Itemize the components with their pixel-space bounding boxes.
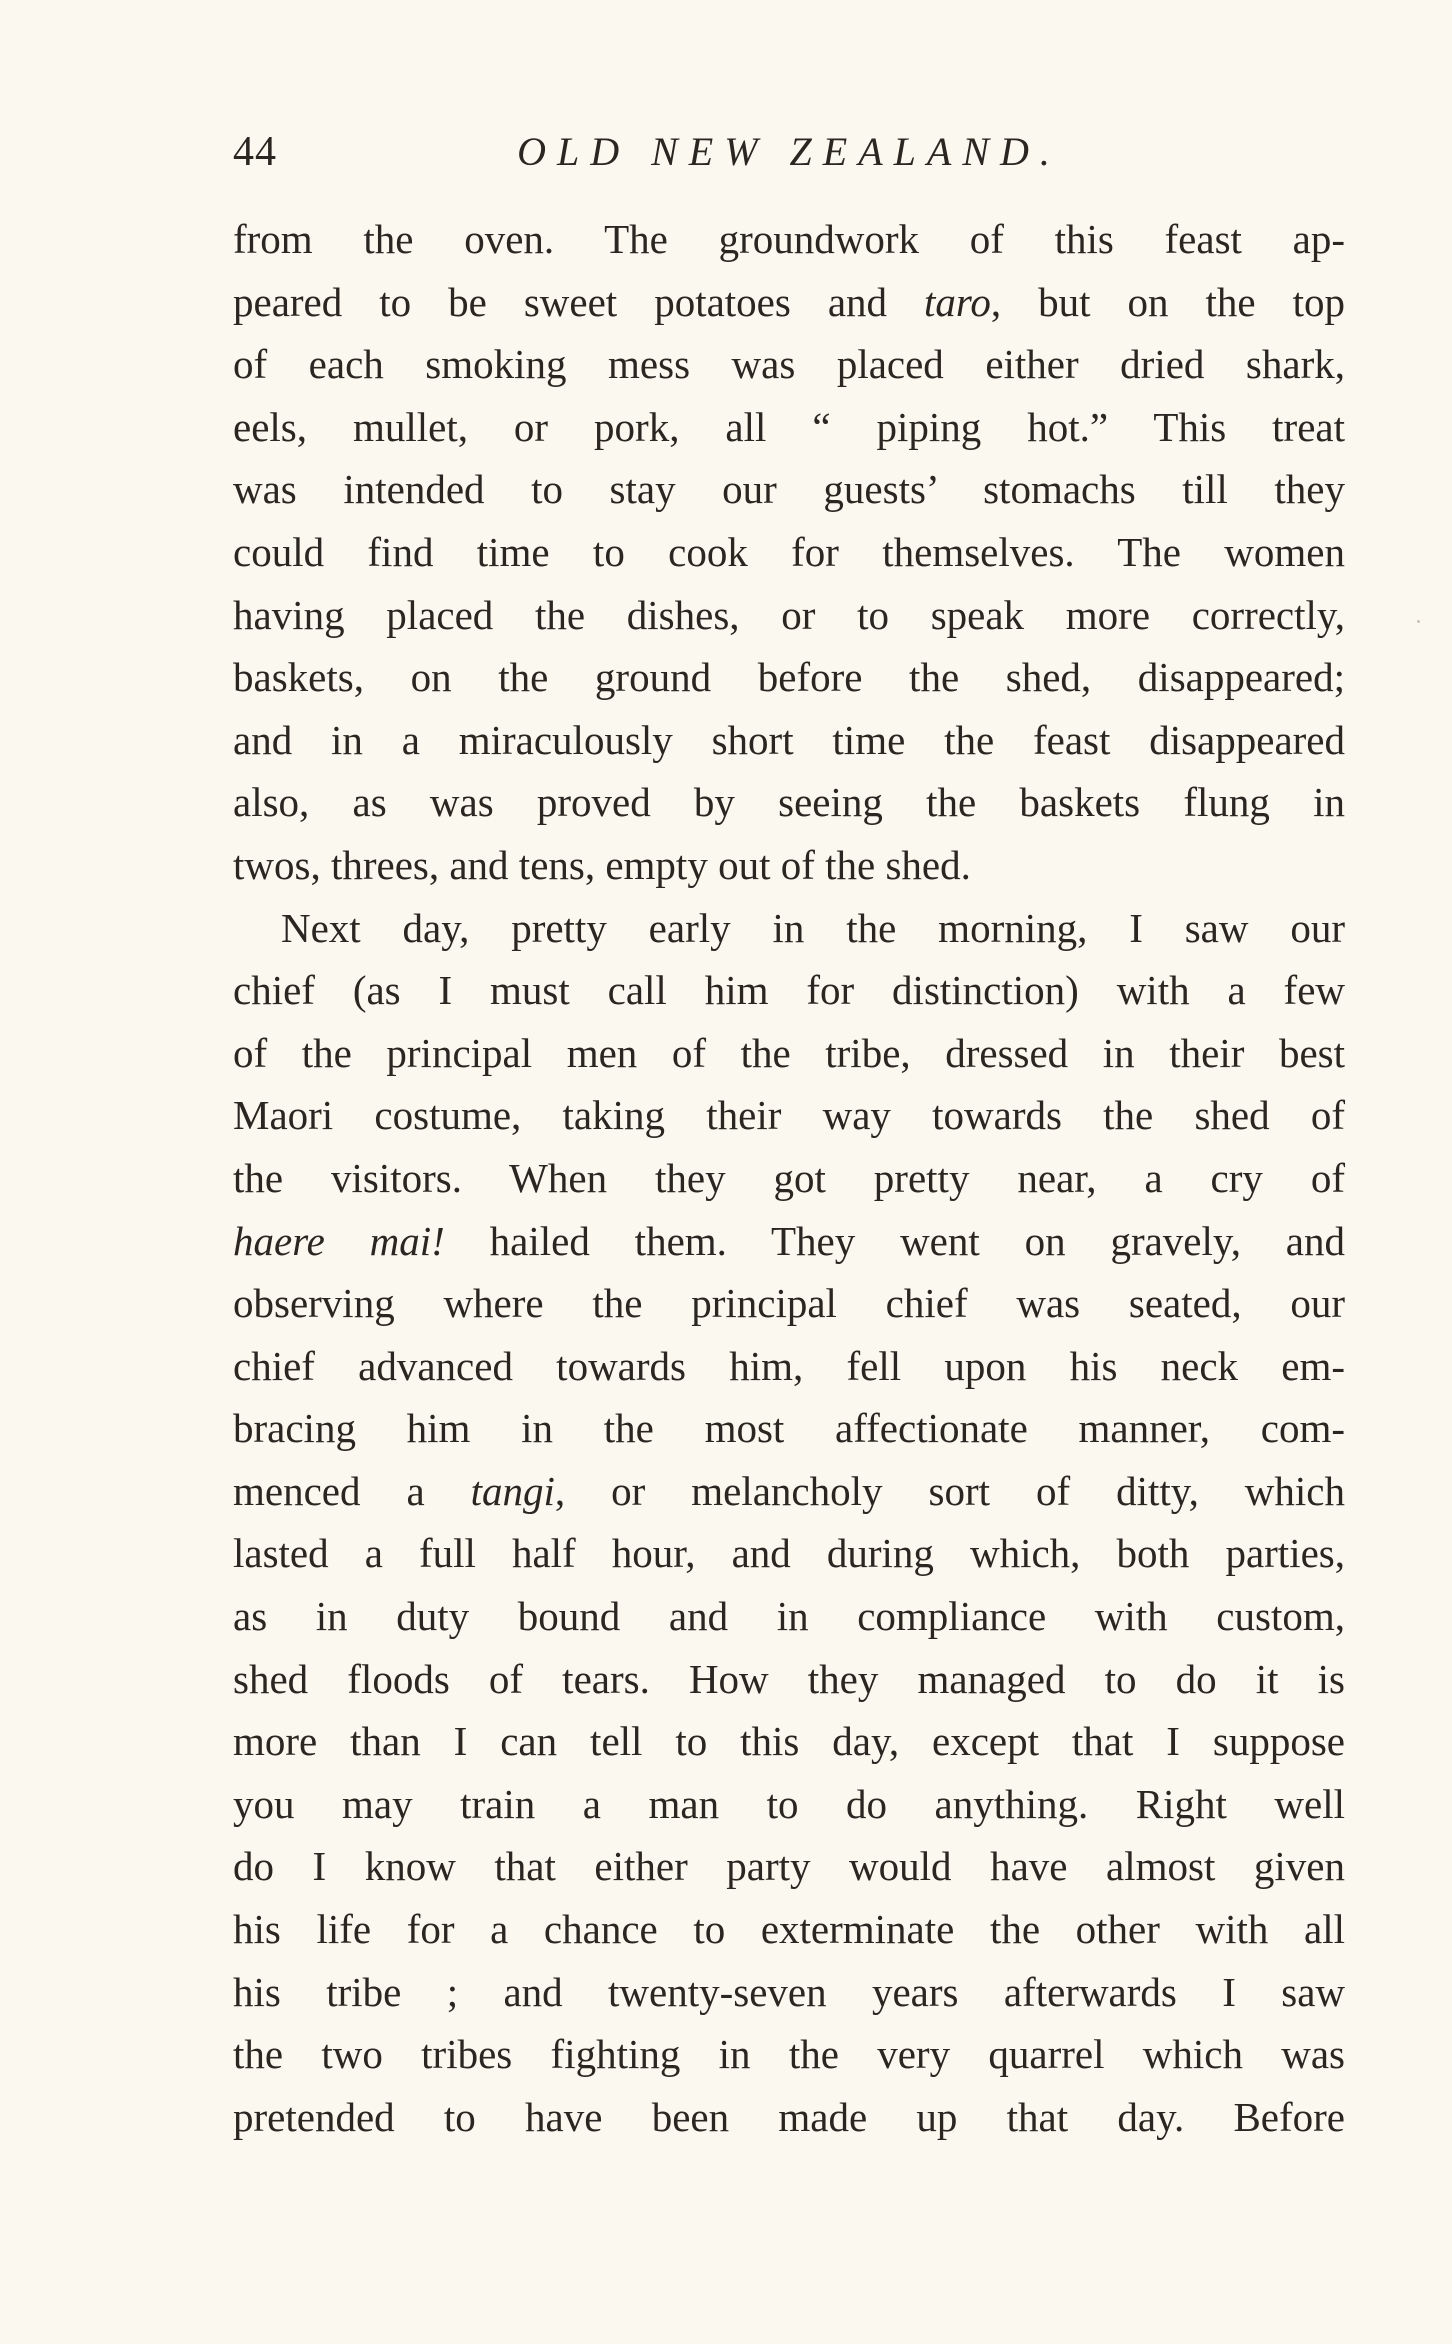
text-run: twos, threes, and tens, empty out of the shed. (233, 841, 971, 888)
text-line (233, 1522, 1345, 1585)
italic-term: tangi (470, 1467, 555, 1514)
text-line (233, 1272, 1345, 1335)
text-run: chief (as I must call him for distinction) with a few (233, 967, 1345, 1014)
page-number: 44 (233, 129, 277, 175)
text-run: you may train a man to do anything. Right well (233, 1780, 1345, 1827)
text-run: also, as was proved by seeing the baskets flung in (233, 779, 1345, 826)
text-line (233, 208, 1345, 271)
text-run: chief advanced towards him, fell upon his neck em- (233, 1342, 1345, 1389)
text-line (233, 1147, 1345, 1210)
text-run: of each smoking mess was placed either dried shark, (233, 341, 1345, 388)
text-line (233, 1585, 1345, 1648)
text-run: hailed them. They went on gravely, and (444, 1217, 1345, 1264)
text-line (233, 709, 1345, 772)
text-run: and in a miraculously short time the feast disappeared (233, 716, 1345, 763)
running-title: OLD NEW ZEALAND. (517, 129, 1061, 174)
text-line (233, 1210, 1345, 1273)
text-run: Maori costume, taking their way towards the shed of (233, 1092, 1345, 1139)
text-line (233, 2023, 1345, 2086)
text-line (233, 584, 1345, 647)
text-run: the visitors. When they got pretty near, a cry of (233, 1154, 1345, 1201)
paper-speck (1417, 620, 1420, 623)
text-line (233, 1084, 1345, 1147)
text-line (233, 1773, 1345, 1836)
body-text (233, 208, 1345, 2148)
text-line (233, 646, 1345, 709)
text-run: having placed the dishes, or to speak more correctly, (233, 591, 1345, 638)
text-run: his tribe ; and twenty-seven years afterwards I saw (233, 1968, 1345, 2015)
text-run: observing where the principal chief was seated, our (233, 1280, 1345, 1327)
text-run: lasted a full half hour, and during which, both parties, (233, 1530, 1345, 1577)
text-line (233, 1335, 1345, 1398)
text-line (233, 1961, 1345, 2024)
text-run: do I know that either party would have almost given (233, 1843, 1345, 1890)
text-run: eels, mullet, or pork, all “ piping hot.” This treat (233, 403, 1345, 450)
text-run: could find time to cook for themselves. The women (233, 528, 1345, 575)
text-run: shed floods of tears. How they managed to do it is (233, 1655, 1345, 1702)
text-run: bracing him in the most affectionate manner, com- (233, 1405, 1345, 1452)
text-run: , or melancholy sort of ditty, which (554, 1467, 1345, 1514)
text-run: , but on the top (990, 278, 1345, 325)
text-run: the two tribes fighting in the very quarrel which was (233, 2031, 1345, 2078)
text-run: peared to be sweet potatoes and (233, 278, 925, 325)
italic-term: haere mai! (233, 1217, 445, 1264)
text-run: more than I can tell to this day, except that I suppose (233, 1718, 1345, 1765)
text-line (233, 333, 1345, 396)
italic-term: taro (924, 278, 991, 325)
text-line (233, 521, 1345, 584)
text-run: menced a (233, 1467, 471, 1514)
running-head (233, 128, 1345, 188)
text-line (233, 1397, 1345, 1460)
text-line (233, 2086, 1345, 2149)
text-run: pretended to have been made up that day. Before (233, 2093, 1345, 2140)
text-run: of the principal men of the tribe, dressed in their best (233, 1029, 1345, 1076)
text-run: his life for a chance to exterminate the other with all (233, 1906, 1345, 1953)
text-line (233, 771, 1345, 834)
text-run: baskets, on the ground before the shed, disappeared; (233, 654, 1345, 701)
text-run: was intended to stay our guests’ stomachs till they (233, 466, 1345, 513)
text-line (233, 1648, 1345, 1711)
text-line (233, 1022, 1345, 1085)
text-line (233, 271, 1345, 334)
text-line (233, 1898, 1345, 1961)
text-line (233, 396, 1345, 459)
text-line (233, 458, 1345, 521)
text-run: as in duty bound and in compliance with custom, (233, 1593, 1345, 1640)
text-line (233, 834, 1345, 897)
text-line (233, 959, 1345, 1022)
text-run: Next day, pretty early in the morning, I saw our (281, 904, 1345, 951)
text-line (233, 1710, 1345, 1773)
text-line (233, 1460, 1345, 1523)
text-run: from the oven. The groundwork of this feast ap- (233, 216, 1345, 262)
text-line (233, 897, 1345, 960)
text-line (233, 1835, 1345, 1898)
